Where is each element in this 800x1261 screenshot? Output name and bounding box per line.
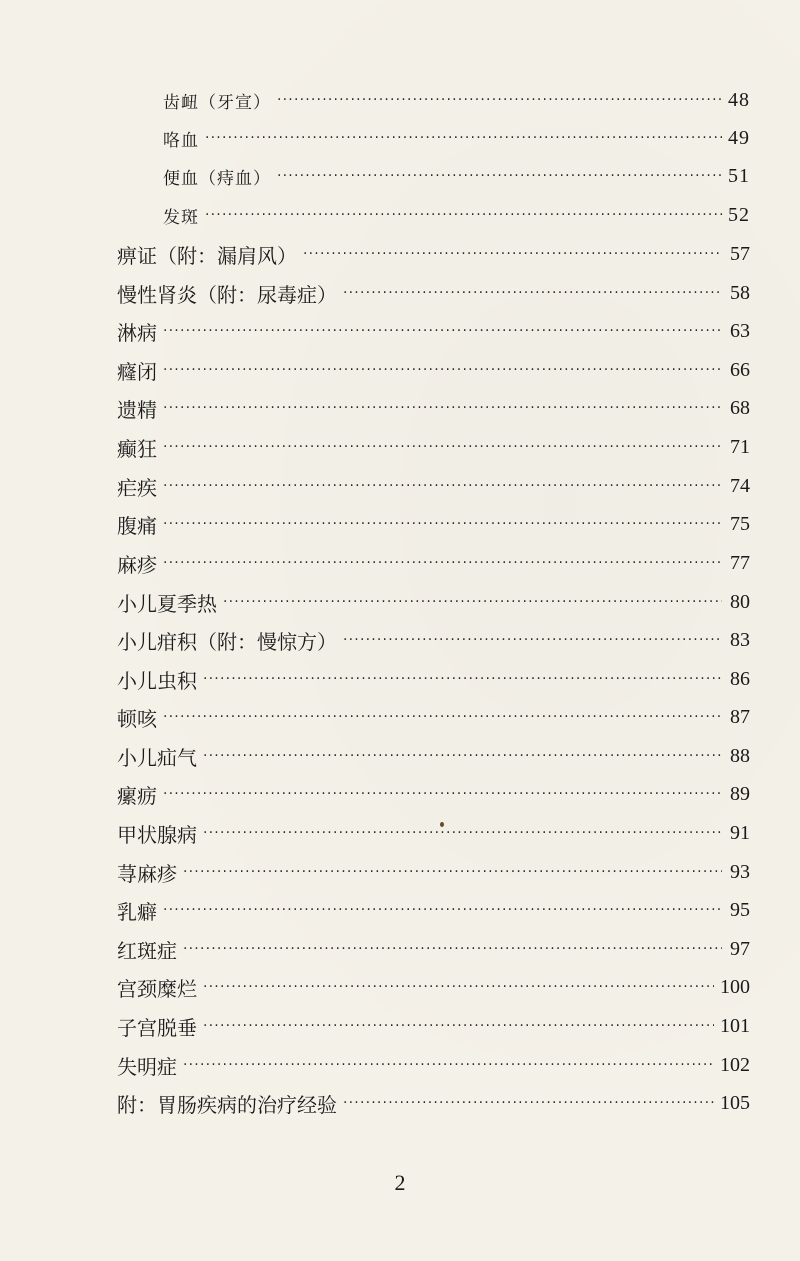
toc-entry-title: 甲状腺病 xyxy=(117,822,197,847)
toc-entry-page: 49 xyxy=(728,126,750,149)
toc-entry-title: 遗精 xyxy=(117,397,157,422)
toc-entry-page: 58 xyxy=(730,281,750,304)
toc-entry-title: 小儿虫积 xyxy=(117,668,197,693)
toc-entry-page: 71 xyxy=(730,435,750,458)
toc-entry-page: 88 xyxy=(730,744,750,767)
toc-entry-title: 子宫脱垂 xyxy=(117,1015,197,1040)
toc-entry-title: 癃闭 xyxy=(117,359,157,384)
toc-entry[interactable] xyxy=(117,1086,750,1120)
toc-entry-title: 荨麻疹 xyxy=(117,861,177,886)
toc-entry[interactable] xyxy=(117,546,750,580)
toc-entry-title: 麻疹 xyxy=(117,552,157,577)
toc-entry[interactable] xyxy=(117,353,750,387)
dot-leader xyxy=(163,707,722,727)
toc-entry[interactable] xyxy=(117,739,750,773)
toc-entry[interactable] xyxy=(117,700,750,734)
dot-leader xyxy=(203,1016,714,1036)
toc-entry-title: 小儿疝气 xyxy=(117,745,197,770)
dot-leader xyxy=(343,630,722,650)
toc-entry-page: 74 xyxy=(730,474,750,497)
toc-entry-title: 宫颈糜烂 xyxy=(117,976,197,1001)
dot-leader xyxy=(343,283,722,303)
toc-entry-title: 红斑症 xyxy=(117,938,177,963)
toc-entry-page: 91 xyxy=(730,821,750,844)
dot-leader xyxy=(205,128,722,148)
toc-entry[interactable] xyxy=(117,816,750,850)
toc-entry-title: 腹痛 xyxy=(117,513,157,538)
dot-leader xyxy=(303,244,722,264)
dot-leader xyxy=(163,360,722,380)
toc-entry-page: 63 xyxy=(730,319,750,342)
toc-entry[interactable] xyxy=(117,1009,750,1043)
toc-entry-page: 86 xyxy=(730,667,750,690)
toc-entry-page: 80 xyxy=(730,590,750,613)
toc-entry-title: 痹证（附：漏肩风） xyxy=(117,243,297,268)
toc-entry-page: 97 xyxy=(730,937,750,960)
toc-entry[interactable] xyxy=(117,855,750,889)
toc-entry[interactable] xyxy=(117,507,750,541)
toc-entry[interactable] xyxy=(117,276,750,310)
toc-entry[interactable] xyxy=(117,932,750,966)
toc-entry[interactable] xyxy=(117,430,750,464)
toc-entry-page: 57 xyxy=(730,242,750,265)
toc-entry-page: 87 xyxy=(730,705,750,728)
toc-entry-title: 小儿疳积（附：慢惊方） xyxy=(117,629,337,654)
toc-entry[interactable] xyxy=(163,198,750,232)
dot-leader xyxy=(163,784,722,804)
toc-entry-title: 小儿夏季热 xyxy=(117,591,217,616)
toc-entry-title: 发斑 xyxy=(163,207,199,228)
toc-entry[interactable] xyxy=(117,237,750,271)
dot-leader xyxy=(277,90,722,110)
dot-leader xyxy=(163,900,722,920)
toc-entry-title: 失明症 xyxy=(117,1054,177,1079)
toc-entry[interactable] xyxy=(163,121,750,155)
dot-leader xyxy=(343,1093,714,1113)
toc-entry-title: 疟疾 xyxy=(117,475,157,500)
toc-entry[interactable] xyxy=(163,159,750,193)
toc-entry[interactable] xyxy=(117,1048,750,1082)
dot-leader xyxy=(203,669,722,689)
dot-leader xyxy=(163,514,722,534)
toc-entry[interactable] xyxy=(117,469,750,503)
toc-entry-page: 66 xyxy=(730,358,750,381)
toc-entry-title: 顿咳 xyxy=(117,706,157,731)
toc-entry-title: 癫狂 xyxy=(117,436,157,461)
toc-entry-page: 77 xyxy=(730,551,750,574)
toc-entry-title: 慢性肾炎（附：尿毒症） xyxy=(117,282,337,307)
toc-entry[interactable] xyxy=(117,893,750,927)
toc-entry-page: 52 xyxy=(728,203,750,226)
toc-entry-page: 51 xyxy=(728,164,750,187)
toc-entry-title: 淋病 xyxy=(117,320,157,345)
dot-leader xyxy=(163,437,722,457)
dot-leader xyxy=(203,746,722,766)
toc-entry-page: 102 xyxy=(720,1053,750,1076)
ink-speck xyxy=(440,822,444,827)
dot-leader xyxy=(183,1055,714,1075)
toc-entry-title: 乳癖 xyxy=(117,899,157,924)
dot-leader xyxy=(163,476,722,496)
toc-entry[interactable] xyxy=(117,970,750,1004)
toc-entry-page: 48 xyxy=(728,88,750,111)
toc-entry-page: 101 xyxy=(720,1014,750,1037)
toc-entry-title: 瘰疬 xyxy=(117,783,157,808)
page-number: 2 xyxy=(394,1170,406,1195)
toc-entry[interactable] xyxy=(163,83,750,117)
toc-entry-page: 93 xyxy=(730,860,750,883)
toc-entry-title: 便血（痔血） xyxy=(163,168,271,189)
dot-leader xyxy=(163,321,722,341)
toc-entry-page: 95 xyxy=(730,898,750,921)
toc-entry[interactable] xyxy=(117,391,750,425)
toc-entry[interactable] xyxy=(117,585,750,619)
toc-entry-title: 附：胃肠疾病的治疗经验 xyxy=(117,1092,337,1117)
toc-entry[interactable] xyxy=(117,314,750,348)
dot-leader xyxy=(205,205,722,225)
toc-entry-title: 齿衄（牙宣） xyxy=(163,92,271,113)
toc-entry[interactable] xyxy=(117,777,750,811)
toc-entry-title: 咯血 xyxy=(163,130,199,151)
dot-leader xyxy=(163,553,722,573)
dot-leader xyxy=(277,166,722,186)
toc-entry[interactable] xyxy=(117,623,750,657)
dot-leader xyxy=(203,977,714,997)
toc-entry-page: 100 xyxy=(720,975,750,998)
dot-leader xyxy=(183,939,722,959)
toc-entry-page: 68 xyxy=(730,396,750,419)
toc-entry-page: 105 xyxy=(720,1091,750,1114)
dot-leader xyxy=(163,398,722,418)
toc-entry-page: 89 xyxy=(730,782,750,805)
dot-leader xyxy=(223,592,722,612)
toc-entry-page: 83 xyxy=(730,628,750,651)
dot-leader xyxy=(203,823,722,843)
dot-leader xyxy=(183,862,722,882)
toc-entry[interactable] xyxy=(117,662,750,696)
toc-entry-page: 75 xyxy=(730,512,750,535)
